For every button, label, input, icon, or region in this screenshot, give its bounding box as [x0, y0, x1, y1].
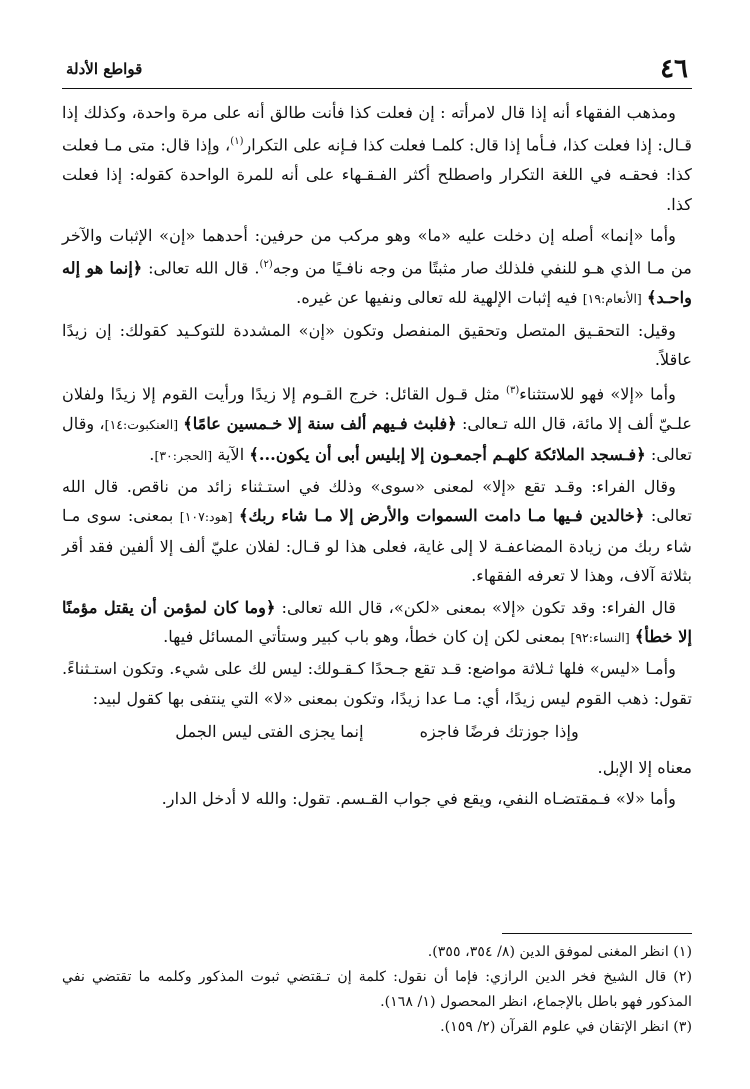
verse-reference: [النساء:٩٢]	[570, 630, 630, 646]
footnote: (٣) انظر الإتقان في علوم القرآن (٢/ ١٥٩).	[440, 1019, 692, 1035]
paragraph: وأما «إلا» فهو للاستثناء$^{(٣)}$ مثل قـول القائل: خرج القـوم إلا زيدًا ورأيت القوم إلا زيدًا ولفلان علـيّ ألف إلا مائة، قال الله تـعالى: ﴿فلبث فـيهم ألف سنة إلا خـمسين عامًا﴾ [العنكبوت:١٤]، وقال تعالى: ﴿فـسجد الملائكة كلهـم أجمعـون إلا إبليس أبى أن يكون...﴾ الآية [الحجر:٣٠].	[62, 384, 692, 464]
paragraph: وأمـا «ليس» فلها ثـلاثة مواضع: قـد تقع جـحدًا كـقـولك: ليس لك على شيء. وتكون استـثناءً. تقول: ذهب القوم ليس زيدًا، أي: مـا عدا زيدًا، وتكون بمعنى «لا» التي ينتفى بها كقول لبيد:	[62, 659, 692, 708]
verse-hemistich-right: وإذا جوزتك فرضًا فاجزه	[419, 722, 579, 742]
quran-verse: ﴿إنما هو إله واحـد﴾	[62, 258, 692, 308]
footnotes	[62, 933, 692, 1040]
paragraph: وقيل: التحقـيق المتصل وتحقيق المنفصل وتكون «إن» المشددة للتوكـيد كقولك: إن زيدًا عاقلاً.	[62, 320, 692, 370]
verse-reference: [هود:١٠٧]	[179, 509, 233, 525]
verse-hemistich-left: إنما يجزى الفتى ليس الجمل	[175, 722, 364, 742]
footnote: (٢) قال الشيخ فخر الدين الرازي: فإما أن نقول: كلمة إن تـقتضي ثبوت المذكور وكلمه ما تقتضي نفي المذكور فهو باطل بالإجماع، انظر المحصول (١/ ١٦٨).	[62, 969, 692, 1010]
paragraph: معناه إلا الإبل.	[597, 757, 692, 777]
paragraph: وقال الفراء: وقـد تقع «إلا» لمعنى «سوى» وذلك في استـثناء زائد من ناقص. قال الله تعالى: ﴿خالدين فـيها مـا دامت السموات والأرض إلا مـا شاء ربك﴾ [هود:١٠٧] بمعنى: سوى مـا شاء ربك من زيادة المضاعفـة لا إلى غاية، فعلى هذا لو قـال: لفلان عليّ ألف إلا ألفين فقد أقر بثلاثة آلاف، وهذا لا تعرفه الفقهاء.	[62, 477, 692, 586]
footnote-marker[interactable]: (٢)	[259, 259, 273, 271]
main-text	[62, 98, 692, 816]
paragraph: وأما «لا» فـمقتضـاه النفي، ويقع في جواب القـسم. تقول: والله لا أدخل الدار.	[161, 789, 676, 809]
verse-reference: [الأنعام:١٩]	[582, 291, 642, 307]
poetry-verse	[62, 717, 692, 746]
paragraph: ومذهب الفقهاء أنه إذا قال لامرأته : إن فعلت كذا فأنت طالق أنه على مرة واحدة، وكذلك إذا قـال: إذا فعلت كذا، فـأما إذا قال: كلمـا فعلت كذا فـإنه على التكرار$^{(١)}$، وإذا قال: متى مـا فعلت كذا: فحقـه في اللغة التكرار واصطلح أكثر الفـقـهاء على أنه للمرة الواحدة كقوله: إذا فعلت كذا.	[62, 103, 692, 214]
footnote-marker[interactable]: (١)	[230, 136, 244, 148]
paragraph: وأما «إنما» أصله إن دخلت عليه «ما» وهو مركب من حرفين: أحدهما «إن» الإثبات والآخر من مـا الذي هـو للنفي فلذلك صار مثبتًا من وجه نافـيًا من وجه$^{(٢)}$. قال الله تعالى: ﴿إنما هو إله واحـد﴾ [الأنعام:١٩] فيه إثبات الإلهية لله تعالى ونفيها عن غيره.	[62, 226, 692, 308]
footnote-marker[interactable]: (٣)	[506, 385, 520, 397]
paragraph: قال الفراء: وقد تكون «إلا» بمعنى «لكن»، قال الله تعالى: ﴿وما كان لمؤمن أن يقتل مؤمنًا إلا خطأ﴾ [النساء:٩٢] بمعنى لكن إن كان خطأ، وهو باب كبير وستأتي المسائل فيها.	[62, 597, 692, 647]
quran-verse: ﴿فلبث فـيهم ألف سنة إلا خـمسين عامًا﴾	[183, 414, 457, 434]
verse-reference: [العنكبوت:١٤]	[104, 417, 179, 433]
verse-reference: [الحجر:٣٠]	[154, 447, 213, 463]
running-title: قواطع الأدلة	[66, 60, 143, 78]
quran-verse: ﴿وما كان لمؤمن أن يقتل مؤمنًا إلا خطأ﴾	[62, 597, 692, 647]
footnote: (١) انظر المغنى لموفق الدين (٨/ ٣٥٤، ٣٥٥).	[427, 944, 692, 960]
footnote-divider	[502, 933, 692, 934]
page-header	[62, 50, 692, 89]
quran-verse: ﴿فـسجد الملائكة كلهـم أجمعـون إلا إبليس أبى أن يكون...﴾	[249, 444, 646, 464]
quran-verse: ﴿خالدين فـيها مـا دامت السموات والأرض إلا مـا شاء ربك﴾	[239, 506, 645, 526]
page-number: ٤٦	[660, 54, 688, 84]
